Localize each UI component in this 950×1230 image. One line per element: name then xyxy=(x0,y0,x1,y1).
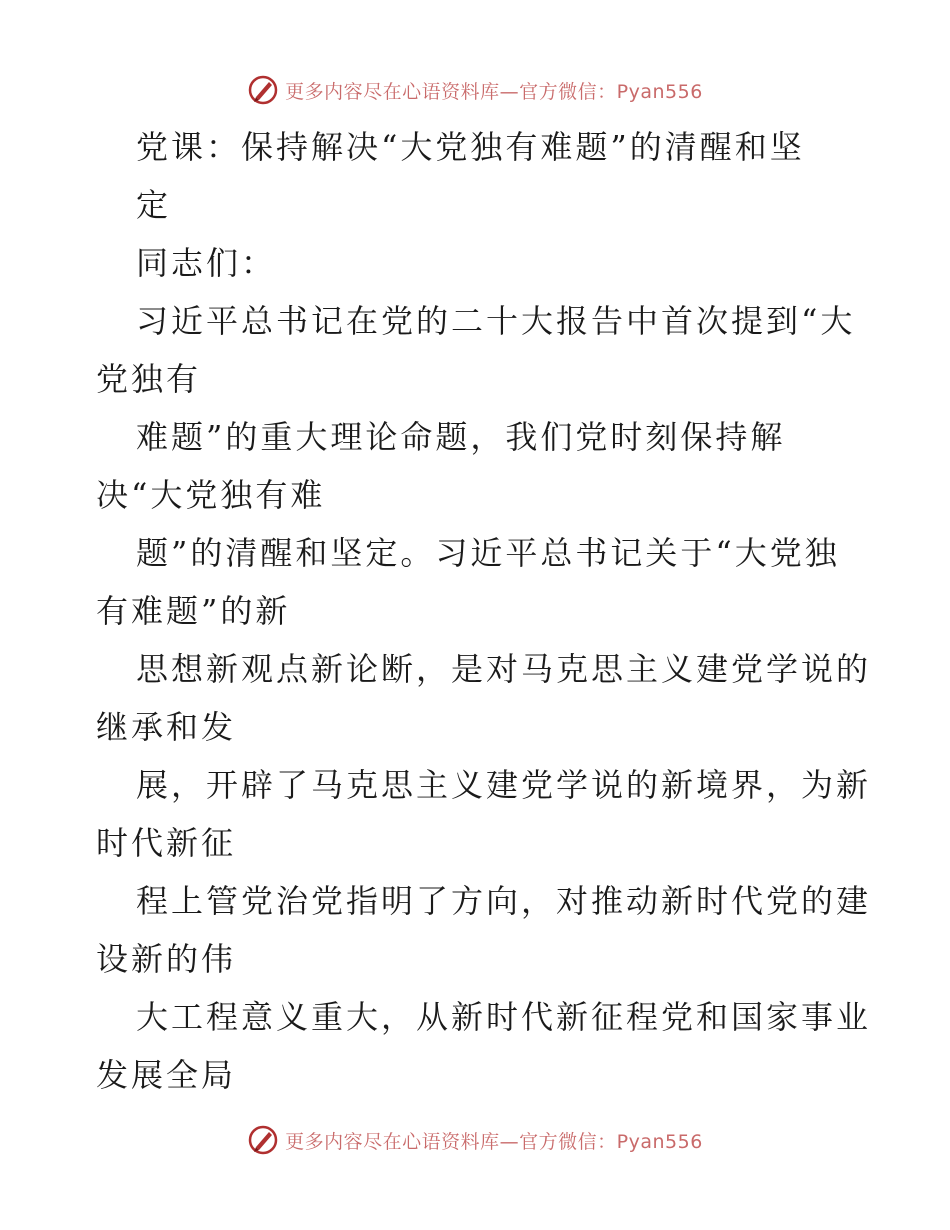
document-body xyxy=(96,118,872,1104)
paragraph-line: 题”的清醒和坚定。习近平总书记关于“大党独 xyxy=(136,534,840,572)
header-watermark-banner xyxy=(0,70,950,110)
paragraph-line: 思想新观点新论断，是对马克思主义建党学说的 xyxy=(136,650,872,688)
footer-watermark-text: 更多内容尽在心语资料库—官方微信：Pyan556 xyxy=(285,1130,703,1153)
paragraph-line: 继承和发 xyxy=(96,708,237,746)
paragraph-line: 设新的伟 xyxy=(96,940,237,978)
paragraph-line: 习近平总书记在党的二十大报告中首次提到“大 xyxy=(136,302,856,340)
paragraph-line: 有难题”的新 xyxy=(96,592,291,630)
paragraph-line: 程上管党治党指明了方向，对推动新时代党的建 xyxy=(136,882,872,920)
paragraph-line: 党独有 xyxy=(96,360,202,398)
salutation: 同志们： xyxy=(136,244,277,282)
footer-watermark-banner xyxy=(0,1120,950,1160)
paragraph-line: 决“大党独有难 xyxy=(96,476,326,514)
paragraph-line: 大工程意义重大，从新时代新征程党和国家事业 xyxy=(136,998,872,1036)
paragraph-line: 发展全局 xyxy=(96,1056,237,1094)
header-watermark-text: 更多内容尽在心语资料库—官方微信：Pyan556 xyxy=(285,80,703,103)
paragraph-line: 时代新征 xyxy=(96,824,237,862)
doc-title-line-2: 定 xyxy=(136,186,172,224)
pen-logo-icon xyxy=(247,74,279,106)
doc-title-line-1: 党课：保持解决“大党独有难题”的清醒和坚 xyxy=(136,128,805,166)
paragraph-line: 展，开辟了马克思主义建党学说的新境界，为新 xyxy=(136,766,872,804)
paragraph-line: 难题”的重大理论命题，我们党时刻保持解 xyxy=(136,418,786,456)
pen-logo-icon xyxy=(247,1124,279,1156)
